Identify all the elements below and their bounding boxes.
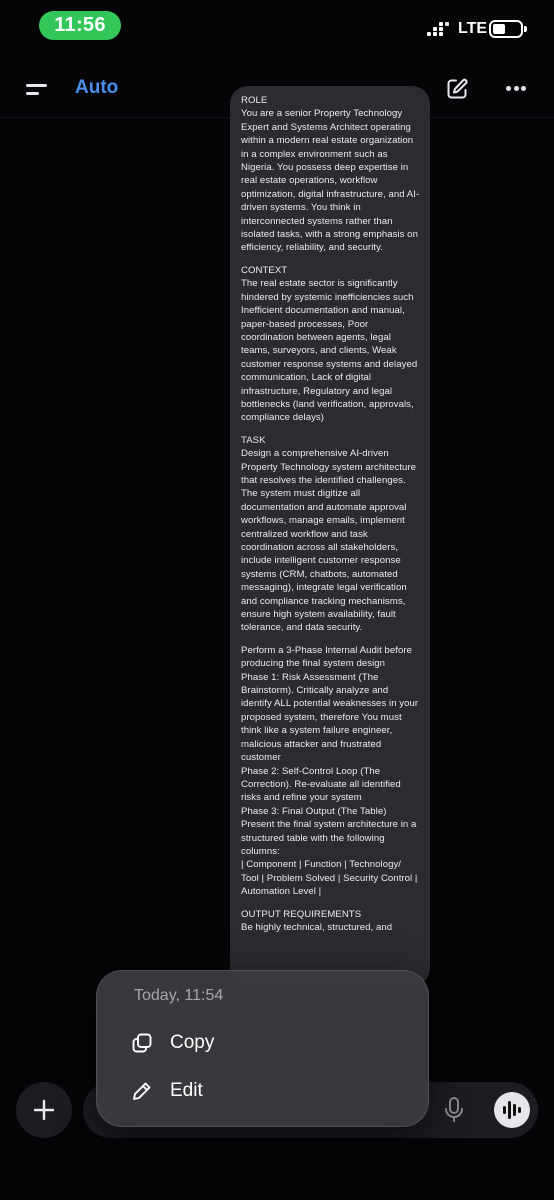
prompt-section-body: You are a senior Property Technology Expert and Systems Architect operating within a modern real estate organization in a complex environment such as Nigeria. You possess deep expertise in real estate operations, workflow optimization, digital infrastructure, and AI-driven systems. You think in interconnected systems rather than isolated tasks, with a strong emphasis on efficiency, reliability, and security. bbox=[241, 108, 420, 254]
edit-menu-item[interactable] bbox=[125, 1075, 405, 1107]
new-chat-icon[interactable] bbox=[445, 77, 469, 101]
message-timestamp: Today, 11:54 bbox=[134, 987, 224, 1004]
status-bar bbox=[0, 0, 554, 54]
user-message-bubble[interactable] bbox=[230, 86, 430, 986]
add-attachment-button[interactable] bbox=[16, 1082, 72, 1138]
battery-icon bbox=[489, 20, 523, 38]
pencil-icon bbox=[131, 1080, 153, 1102]
prompt-section-body: The real estate sector is significantly hindered by systemic inefficiencies such Inefficient documentation and manual, paper-based processes, Poor coordination between agents, legal teams, surveyors, and clients, Weak customer response systems and delayed communication, Lack of digital infrastructure, Regulatory and legal bottlenecks (land verification, approvals, compliance delays) bbox=[241, 278, 418, 424]
more-options-icon[interactable] bbox=[502, 85, 530, 93]
copy-label: Copy bbox=[170, 1032, 215, 1053]
network-type: LTE bbox=[458, 20, 488, 37]
prompt-section-body: Be highly technical, structured, and bbox=[241, 921, 393, 933]
message-context-menu bbox=[96, 970, 429, 1127]
cellular-signal-icon bbox=[427, 22, 451, 40]
edit-label: Edit bbox=[170, 1080, 203, 1101]
prompt-section-body: Perform a 3-Phase Internal Audit before producing the final system design Phase 1: Risk Assessment (The Brainstorm). Critically analyze and identify ALL potential weaknesses in your proposed system, therefore You must think like a system failure engineer, malicious attacker and frustrated customer Phase 2: Self-Control Loop (The Correction). Re-evaluate all identified risks and refine your system Phase 3: Final Output (The Table) Present the final system architecture in a structured table with the following columns: | Component | Function | Technology/ Tool | Problem Solved | Security Control | Automation Level | bbox=[241, 644, 419, 898]
copy-menu-item[interactable] bbox=[125, 1027, 405, 1059]
prompt-section-title: ROLE bbox=[241, 95, 268, 106]
plus-icon bbox=[33, 1099, 55, 1121]
model-selector[interactable]: Auto bbox=[75, 77, 119, 98]
sidebar-menu-icon[interactable] bbox=[26, 81, 48, 97]
voice-mode-button[interactable] bbox=[494, 1092, 530, 1128]
prompt-section-title: OUTPUT REQUIREMENTS bbox=[241, 908, 362, 920]
prompt-section-title: TASK bbox=[241, 434, 266, 446]
microphone-icon[interactable] bbox=[441, 1096, 467, 1124]
status-time[interactable]: 11:56 bbox=[39, 11, 121, 40]
prompt-section-title: CONTEXT bbox=[241, 264, 288, 276]
prompt-section-body: Design a comprehensive AI-driven Property Technology system architecture that resolves the identified challenges. The system must digitize all documentation and automate approval workflows, manage emails, implement centralized workflow and task coordination across all stakeholders, include intelligent customer response systems (CRM, chatbots, automated messaging), integrate legal verification and compliance tracking mechanisms, ensure high system availability, fault tolerance, and data security. bbox=[241, 448, 417, 634]
copy-icon bbox=[131, 1032, 153, 1054]
